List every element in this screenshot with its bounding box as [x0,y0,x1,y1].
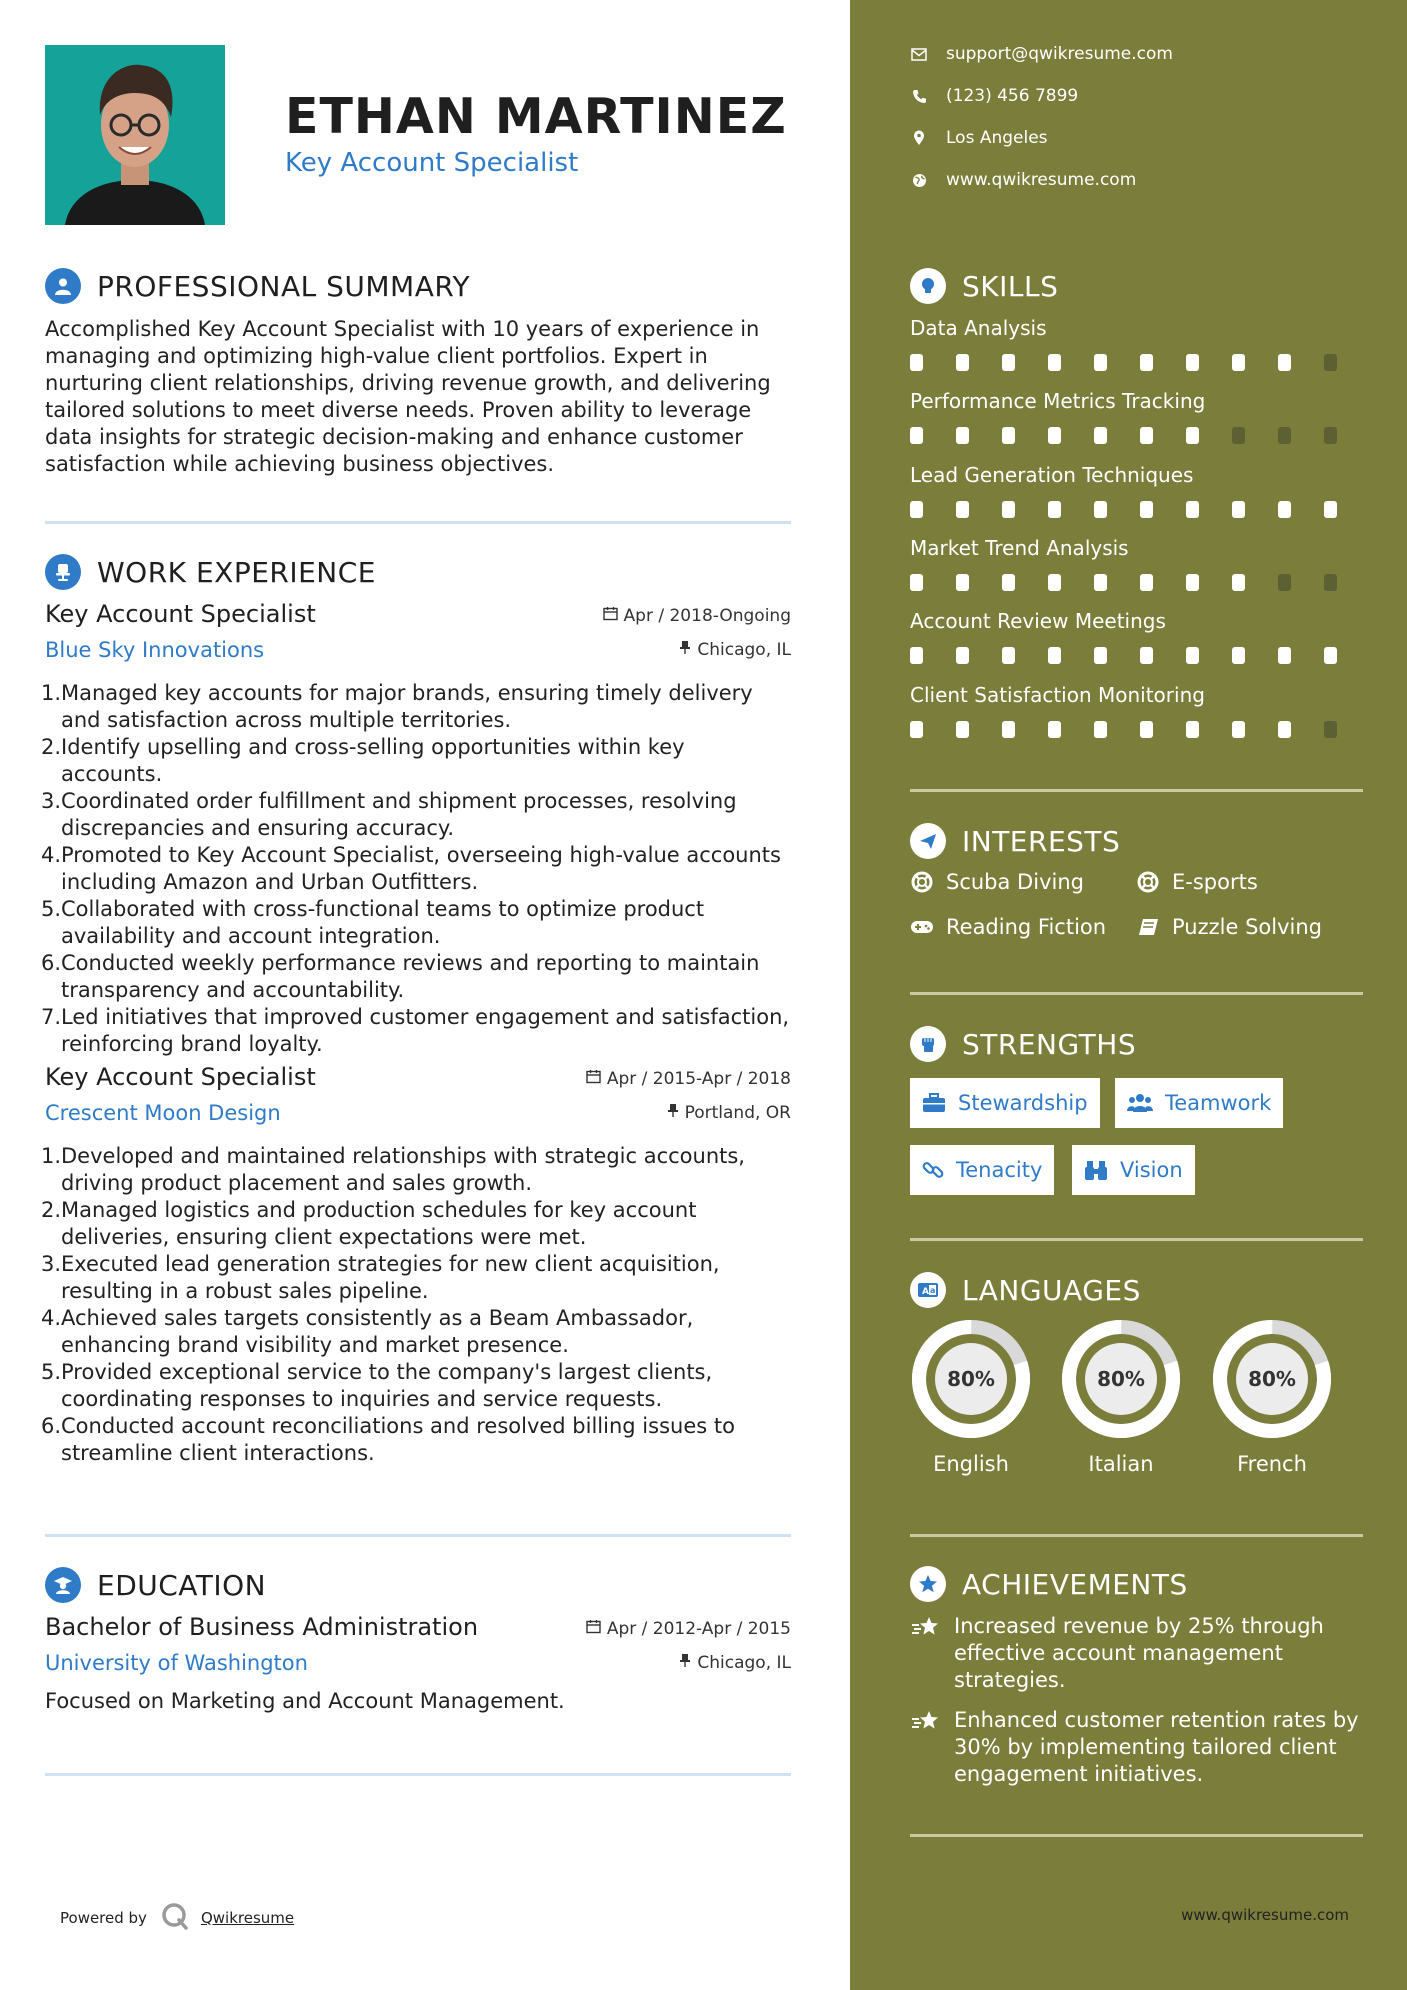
lifebuoy-icon [910,870,934,894]
job-location-text: Portland, OR [684,1103,791,1123]
skill-item [910,389,1370,444]
svg-text:A: A [922,1287,929,1297]
language-progress-ring [1211,1318,1333,1440]
skill-rating [910,501,1370,518]
education-date [586,1619,791,1639]
achievement-text: Enhanced customer retention rates by 30% by implementing tailored client engagement initiatives. [954,1708,1359,1786]
rating-dot-filled [1002,647,1015,664]
job-date [586,1069,791,1089]
list-item: 2. Managed logistics and production schedules for key account deliveries, ensuring client expectations were met. [41,1198,697,1249]
shooting-star-icon [910,1709,942,1788]
rating-dot-filled [1186,721,1199,738]
language-progress-ring [1060,1318,1182,1440]
skill-name: Data Analysis [910,316,1047,340]
skill-rating [910,647,1370,664]
education-description: Focused on Marketing and Account Management. [45,1689,565,1713]
rating-dot-empty [1232,427,1245,444]
calendar-icon [603,606,618,626]
qwikresume-logo-icon [161,1902,189,1934]
strength-tag [910,1078,1100,1128]
divider [45,521,791,524]
rating-dot-filled [910,647,923,664]
interests-heading [910,823,1120,859]
rating-dot-filled [1002,427,1015,444]
language-item [1211,1318,1333,1476]
rating-dot-filled [1232,354,1245,371]
interest-item [910,915,1106,939]
language-percent: 80% [1248,1367,1296,1391]
rating-dot-filled [1048,501,1061,518]
contact-phone-text: (123) 456 7899 [946,86,1079,106]
divider [910,992,1363,995]
language-name: Italian [1088,1452,1154,1476]
pin-icon [679,640,691,660]
skill-name: Performance Metrics Tracking [910,389,1206,413]
rating-dot-filled [1324,501,1337,518]
footer-website[interactable]: www.qwikresume.com [1181,1906,1349,1924]
candidate-name: ETHAN MARTINEZ [285,88,787,145]
rating-dot-filled [1048,427,1061,444]
job-entry [41,600,791,1058]
skills-heading [910,268,1058,304]
profile-photo [45,45,225,225]
strength-label: Stewardship [958,1091,1088,1115]
interest-item [1136,915,1322,939]
pin-icon [667,1103,679,1123]
envelope-icon [910,45,928,63]
rating-dot-filled [1094,647,1107,664]
skill-rating [910,354,1370,371]
contact-website-text: www.qwikresume.com [946,170,1137,190]
rating-dot-filled [1094,427,1107,444]
rating-dot-filled [1002,354,1015,371]
list-item: 4. Promoted to Key Account Specialist, overseeing high-value accounts including Amazon and Urban Outfitters. [41,843,781,894]
user-icon [45,268,81,304]
strength-tag [1115,1078,1283,1128]
job-date [603,606,791,626]
list-item: 6. Conducted weekly performance reviews and reporting to maintain transparency and accountability. [41,951,760,1002]
list-item: 3. Coordinated order fulfillment and shipment processes, resolving discrepancies and ensuring accuracy. [41,789,737,840]
summary-heading [45,268,470,304]
education-title: EDUCATION [97,1568,267,1602]
achievement-item [910,1707,1370,1788]
job-date-text: Apr / 2015-Apr / 2018 [606,1069,791,1089]
rating-dot-filled [1232,647,1245,664]
interest-item [1136,870,1258,894]
strength-tag [910,1145,1054,1195]
contact-email[interactable] [910,44,1173,64]
rating-dot-filled [910,574,923,591]
rating-dot-empty [1324,574,1337,591]
rating-dot-filled [1094,354,1107,371]
rating-dot-filled [1232,501,1245,518]
education-location-text: Chicago, IL [697,1653,791,1673]
rating-dot-filled [1186,501,1199,518]
language-percent: 80% [1097,1367,1145,1391]
rating-dot-filled [1002,501,1015,518]
list-item: 3. Executed lead generation strategies for new client acquisition, resulting in a robust sales pipeline. [41,1252,720,1303]
link-icon [922,1159,944,1181]
divider [910,1534,1363,1537]
job-location-text: Chicago, IL [697,640,791,660]
language-name: English [933,1452,1009,1476]
gamepad-icon [910,915,934,939]
rating-dot-filled [1324,647,1337,664]
interest-label: Puzzle Solving [1172,915,1322,939]
phone-icon [910,87,928,105]
rating-dot-filled [1140,721,1153,738]
list-item: 1. Developed and maintained relationships with strategic accounts, driving product placement and sales growth. [41,1144,745,1195]
summary-text: Accomplished Key Account Specialist with 10 years of experience in managing and optimizing high-value client portfolios. Expert in nurturing client relationships, driving revenue growth, and delivering tailored solutions to meet diverse needs. Proven ability to leverage data insights for strategic decision-making and enhance customer satisfaction while achieving business objectives. [45,317,771,476]
language-name: French [1237,1452,1307,1476]
job-bullets [41,680,791,1058]
lightbulb-icon [910,268,946,304]
job-location [679,640,791,660]
rating-dot-filled [1186,427,1199,444]
skill-item [910,536,1370,591]
rating-dot-filled [1048,354,1061,371]
strengths-title: STRENGTHS [962,1027,1137,1061]
list-item: 6. Conducted account reconciliations and resolved billing issues to streamline client interactions. [41,1414,735,1465]
divider [910,1834,1363,1837]
skill-rating [910,427,1370,444]
rating-dot-filled [956,721,969,738]
rating-dot-filled [910,501,923,518]
rating-dot-filled [1048,647,1061,664]
rating-dot-filled [1186,647,1199,664]
degree: Bachelor of Business Administration [45,1613,479,1641]
rating-dot-filled [1186,574,1199,591]
fist-icon [910,1026,946,1062]
rating-dot-filled [1278,647,1291,664]
rating-dot-filled [910,721,923,738]
translate-icon [910,1272,946,1308]
skill-item [910,683,1370,738]
skills-title: SKILLS [962,269,1059,303]
rating-dot-filled [1002,574,1015,591]
divider [45,1534,791,1537]
strength-label: Vision [1120,1158,1183,1182]
summary-title: PROFESSIONAL SUMMARY [97,269,471,303]
map-pin-icon [910,129,928,147]
rating-dot-filled [956,501,969,518]
job-bullets [41,1143,791,1467]
skill-name: Market Trend Analysis [910,536,1129,560]
rating-dot-filled [1094,574,1107,591]
rating-dot-filled [1094,501,1107,518]
experience-title: WORK EXPERIENCE [97,555,376,589]
rating-dot-empty [1278,574,1291,591]
rating-dot-filled [910,427,923,444]
contact-location-text: Los Angeles [946,128,1048,148]
interest-label: Reading Fiction [946,915,1107,939]
list-item: 1. Managed key accounts for major brands, ensuring timely delivery and satisfaction across multiple territories. [41,681,753,732]
divider [910,1238,1363,1241]
list-item: 4. Achieved sales targets consistently as a Beam Ambassador, enhancing brand visibility and market presence. [41,1306,694,1357]
rating-dot-empty [1324,354,1337,371]
users-icon [1127,1093,1153,1113]
rating-dot-filled [1140,427,1153,444]
job-company: Crescent Moon Design [45,1101,281,1125]
job-title: Key Account Specialist [45,600,316,628]
languages-heading [910,1272,1141,1308]
rating-dot-filled [1048,574,1061,591]
sidebar [850,0,1407,1990]
rating-dot-filled [1140,574,1153,591]
job-location [667,1103,791,1123]
skill-item [910,463,1370,518]
language-percent: 80% [947,1367,995,1391]
rating-dot-filled [956,427,969,444]
powered-by [60,1902,294,1934]
contact-email-text: support@qwikresume.com [946,44,1173,64]
candidate-role: Key Account Specialist [285,148,579,178]
skill-name: Lead Generation Techniques [910,463,1194,487]
rating-dot-filled [1140,647,1153,664]
shooting-star-icon [910,1615,942,1694]
strengths-heading [910,1026,1136,1062]
briefcase-icon [922,1093,946,1113]
qwikresume-link[interactable]: Qwikresume [200,1909,295,1927]
achievement-item [910,1613,1370,1694]
education-entry [45,1613,791,1713]
strength-label: Tenacity [956,1158,1043,1182]
skill-item [910,609,1370,664]
rating-dot-filled [1278,501,1291,518]
interests-title: INTERESTS [962,824,1121,858]
rating-dot-filled [1140,501,1153,518]
rating-dot-filled [1232,721,1245,738]
rating-dot-filled [1002,721,1015,738]
lifebuoy-icon [1136,870,1160,894]
rating-dot-filled [1186,354,1199,371]
svg-text:a: a [930,1286,936,1295]
graduate-icon [45,1567,81,1603]
interest-label: Scuba Diving [946,870,1084,894]
contact-phone[interactable] [910,86,1078,106]
skill-name: Account Review Meetings [910,609,1166,633]
language-item [910,1318,1032,1476]
rating-dot-filled [1232,574,1245,591]
globe-icon [910,171,928,189]
rating-dot-filled [1094,721,1107,738]
rating-dot-empty [1278,427,1291,444]
skill-item [910,316,1370,371]
achievement-text: Increased revenue by 25% through effective account management strategies. [954,1614,1324,1692]
job-company: Blue Sky Innovations [45,638,265,662]
list-item: 2. Identify upselling and cross-selling opportunities within key accounts. [41,735,685,786]
job-date-text: Apr / 2018-Ongoing [623,606,791,626]
paper-plane-icon [910,823,946,859]
star-badge-icon [910,1566,946,1602]
strength-tag [1072,1145,1195,1195]
job-title: Key Account Specialist [45,1063,316,1091]
office-chair-icon [45,554,81,590]
rating-dot-filled [956,647,969,664]
list-item: 7. Led initiatives that improved customer engagement and satisfaction, reinforcing brand loyalty. [41,1005,790,1056]
languages-title: LANGUAGES [962,1273,1141,1307]
rating-dot-empty [1324,427,1337,444]
school: University of Washington [45,1651,308,1675]
rating-dot-filled [956,574,969,591]
rating-dot-filled [1278,354,1291,371]
education-heading [45,1567,266,1603]
interest-item [910,870,1084,894]
job-entry [41,1063,791,1467]
education-location [679,1653,791,1673]
list-item: 5. Provided exceptional service to the company's largest clients, coordinating responses to inquiries and service requests. [41,1360,713,1411]
achievements-heading [910,1566,1188,1602]
skill-rating [910,574,1370,591]
calendar-icon [586,1069,601,1089]
contact-location [910,128,1048,148]
list-item: 5. Collaborated with cross-functional teams to optimize product availability and account integration. [41,897,705,948]
interest-label: E-sports [1172,870,1258,894]
rating-dot-filled [1048,721,1061,738]
rating-dot-filled [1278,721,1291,738]
rating-dot-filled [910,354,923,371]
rating-dot-filled [956,354,969,371]
education-date-text: Apr / 2012-Apr / 2015 [606,1619,791,1639]
skill-rating [910,721,1370,738]
powered-by-label: Powered by [60,1909,147,1927]
skill-name: Client Satisfaction Monitoring [910,683,1205,707]
book-icon [1136,915,1160,939]
calendar-icon [586,1619,601,1639]
divider [910,789,1363,792]
rating-dot-filled [1140,354,1153,371]
pin-icon [679,1653,691,1673]
binoculars-icon [1084,1159,1108,1181]
divider [45,1773,791,1776]
achievements-title: ACHIEVEMENTS [962,1567,1188,1601]
contact-website[interactable] [910,170,1136,190]
language-progress-ring [910,1318,1032,1440]
strength-label: Teamwork [1165,1091,1272,1115]
language-item [1060,1318,1182,1476]
experience-heading [45,554,376,590]
rating-dot-empty [1324,721,1337,738]
